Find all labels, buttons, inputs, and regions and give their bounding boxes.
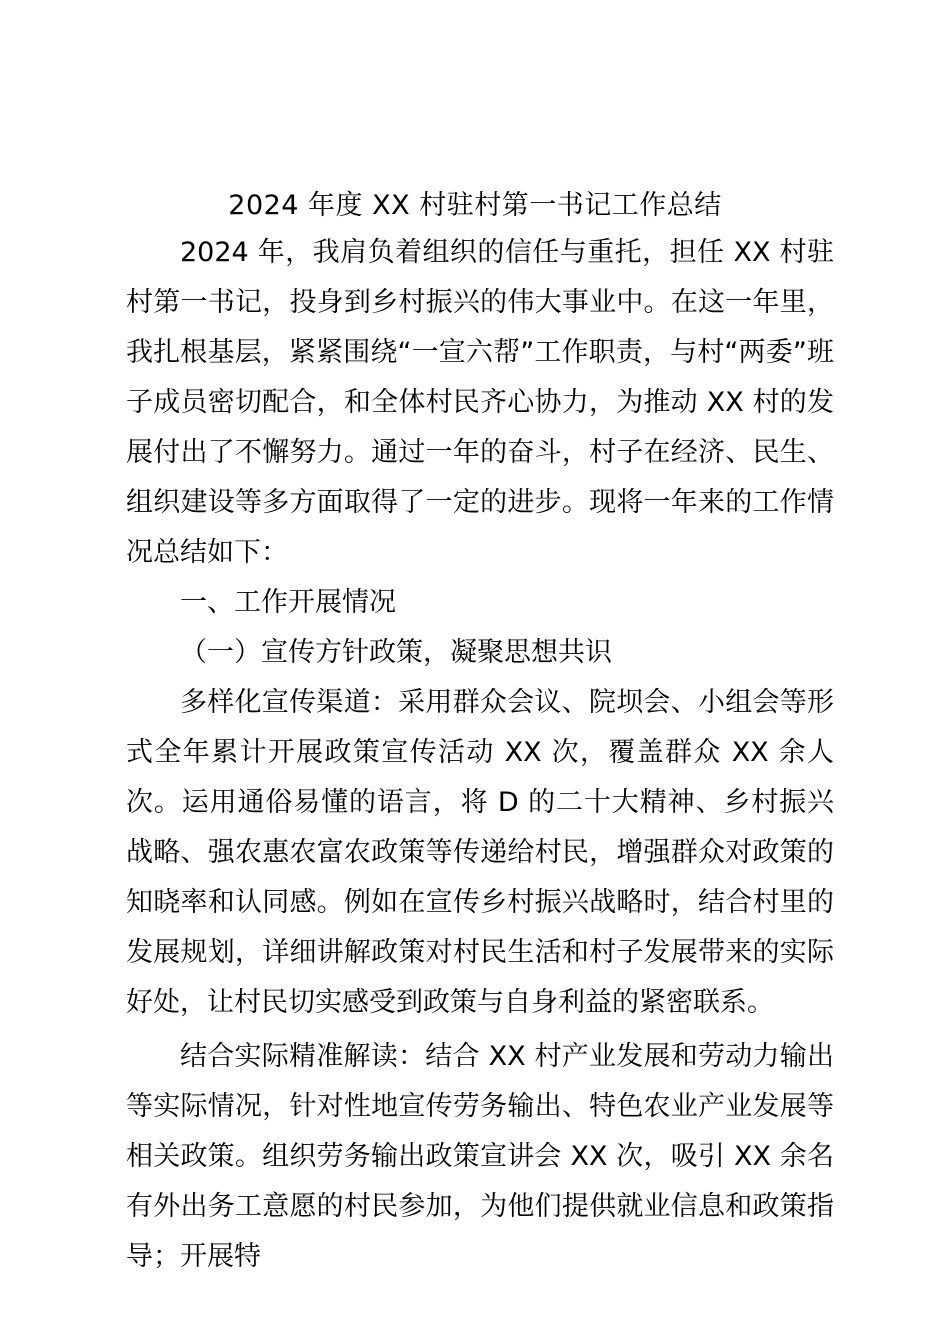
subsection-heading: （一）宣传方针政策，凝聚思想共识 <box>180 637 612 668</box>
document-body <box>126 228 834 1282</box>
section-heading: 一、工作开展情况 <box>180 587 396 618</box>
body-paragraph: 多样化宣传渠道：采用群众会议、院坝会、小组会等形式全年累计开展政策宣传活动 XX 次，覆盖群众 XX 余人次。运用通俗易懂的语言，将 D 的二十大精神、乡村振兴战略、强农惠农富农政策等传递给村民，增强群众对政策的知晓率和认同感。例如在宣传乡村振兴战略时，结合村里的发展规划，详细讲解政策对村民生活和村子发展带来的实际好处，让村民切实感受到政策与自身利益的紧密联系。 <box>126 687 834 1018</box>
document-title: 2024 年度 XX 村驻村第一书记工作总结 <box>228 190 722 221</box>
intro-paragraph: 2024 年，我肩负着组织的信任与重托，担任 XX 村驻村第一书记，投身到乡村振兴的伟大事业中。在这一年里，我扎根基层，紧紧围绕“一宣六帮”工作职责，与村“两委”班子成员密切配合，和全体村民齐心协力，为推动 XX 村的发展付出了不懈努力。通过一年的奋斗，村子在经济、民生、组织建设等多方面取得了一定的进步。现将一年来的工作情况总结如下： <box>126 237 834 568</box>
body-paragraph: 结合实际精准解读：结合 XX 村产业发展和劳动力输出等实际情况，针对性地宣传劳务输出、特色农业产业发展等相关政策。组织劳务输出政策宣讲会 XX 次，吸引 XX 余名有外出务工意愿的村民参加，为他们提供就业信息和政策指导；开展特 <box>126 1041 834 1272</box>
